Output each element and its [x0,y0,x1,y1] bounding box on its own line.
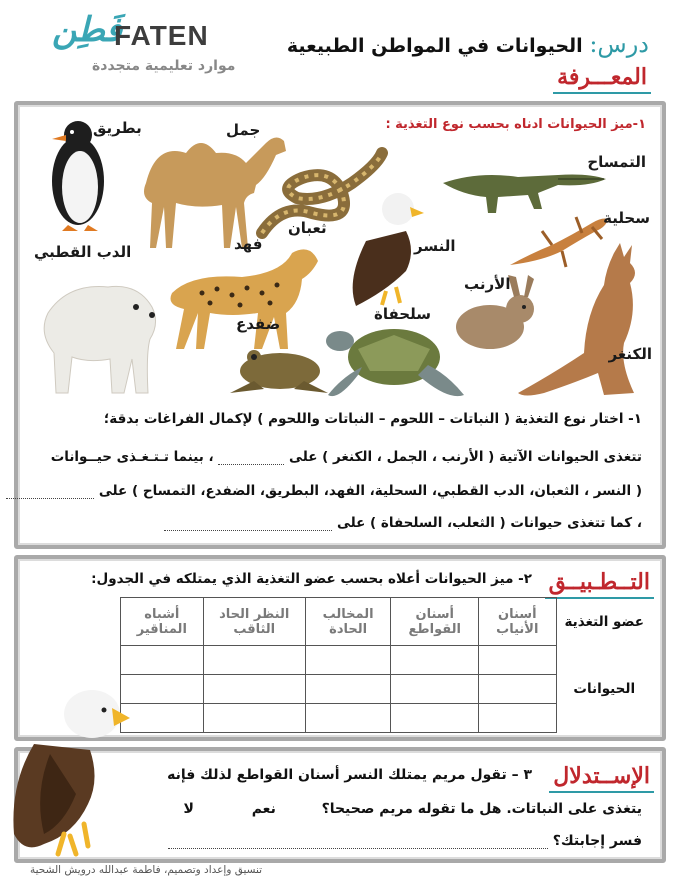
blank-2[interactable] [6,498,94,499]
question-3-line-2 [184,801,642,817]
answer-cell[interactable] [121,646,204,675]
label-polar-bear: الدب القطبي [34,243,132,261]
explain-label: فسر إجابتك؟ [552,833,642,849]
question-1-title: ١-ميز الحيوانات ادناه بحسب نوع التغذية : [385,117,646,132]
answer-cell[interactable] [479,704,556,733]
label-frog: ضفدع [236,315,281,333]
label-turtle: سلحفاة [374,305,431,323]
logo-tagline: موارد تعليمية متجددة [92,58,236,74]
fill-line-3-text: ، كما تتغذى حيوانات ( الثعلب، السلحفاة ) على [336,515,642,531]
faten-logo [52,6,242,86]
section-title-reasoning: الإســتدلال [553,763,650,789]
fill-line-1 [51,449,642,465]
lesson-name: الحيوانات في المواطن الطبيعية [286,35,583,57]
lesson-title [287,30,649,58]
label-snake: ثعبان [288,219,327,237]
section-title-knowledge: المعـــرفة [557,64,647,90]
fill-line-2-text: ( النسر ، الثعبان، الدب القطبي، السحلية، الفهد، البطريق، الضفدع، التمساح ) على [98,483,642,499]
label-kangaroo: الكنغر [608,345,652,363]
yes-option[interactable]: نعم [251,801,276,817]
col-header-fangs: أسنان الأنياب [479,598,556,646]
answer-cell[interactable] [391,675,479,704]
answer-cell[interactable] [391,704,479,733]
label-camel: جمل [226,121,261,139]
fill-line-2 [6,483,642,499]
question-3-line-2-text: يتغذى على النباتات. هل ما تقوله مريم صحيحا؟ [321,801,642,817]
fill-line-3 [164,515,642,531]
question-2-title: ٢- ميز الحيوانات أعلاه بحسب عضو التغذية الذي يمتلكه في الجدول: [91,571,532,587]
table-header-row [121,598,653,646]
label-crocodile: التمساح [587,153,646,171]
col-header-incisors: أسنان القواطع [391,598,479,646]
logo-arabic: فَطِن [52,10,123,50]
answer-cell[interactable] [391,646,479,675]
label-cheetah: فهد [234,235,263,253]
lesson-label: درس: [589,30,649,58]
blank-1[interactable] [218,464,284,465]
fill-line-1-end: ، بينما تـتـغـذى حيــوانات [50,449,214,465]
col-header-vision: النظر الحاد الثاقب [203,598,305,646]
answer-cell[interactable] [305,675,391,704]
answer-cell[interactable] [203,675,305,704]
explain-line [168,833,642,849]
footer-credit: تنسيق وإعداد وتصميم، فاطمة عبدالله درويش الشحية [30,864,263,876]
logo-english: FATEN [114,20,209,51]
knowledge-frame [14,101,666,549]
row-header-animals: الحيوانات [573,681,636,697]
no-option[interactable]: لا [183,801,194,817]
answer-cell[interactable] [203,646,305,675]
label-lizard: سحلية [603,209,650,227]
answer-cell[interactable] [203,704,305,733]
answer-cell[interactable] [479,646,556,675]
col-header-beaks: أشباه المناقير [121,598,204,646]
label-penguin: بطريق [93,119,142,137]
polar-bear-image [28,263,168,403]
answer-cell[interactable] [479,675,556,704]
question-3-text: ٣ – تقول مريم يمتلك النسر أسنان القواطع لذلك فإنه [167,767,532,783]
answer-cell[interactable] [305,704,391,733]
fill-line-1-start: تتغذى الحيوانات الآتية ( الأرنب ، الجمل ، الكنغر ) على [289,449,642,465]
table-row [121,646,653,675]
row-header-organ: عضو التغذية [564,613,645,630]
organ-table [120,597,652,733]
explain-blank[interactable] [168,848,548,849]
frog-image [224,337,334,397]
kangaroo-image [514,243,654,403]
instruction-text: ١- اختار نوع التغذية ( النباتات – اللحوم – النباتات واللحوم ) لإكمال الفراغات بدقة؛ [103,411,642,427]
col-header-claws: المخالب الحادة [305,598,391,646]
blank-3[interactable] [164,530,332,531]
label-rabbit: الأرنب [464,275,511,293]
label-eagle: النسر [414,237,456,255]
section-title-application: التــطـبيــق [548,569,650,595]
eagle-illustration [4,684,134,860]
answer-cell[interactable] [305,646,391,675]
